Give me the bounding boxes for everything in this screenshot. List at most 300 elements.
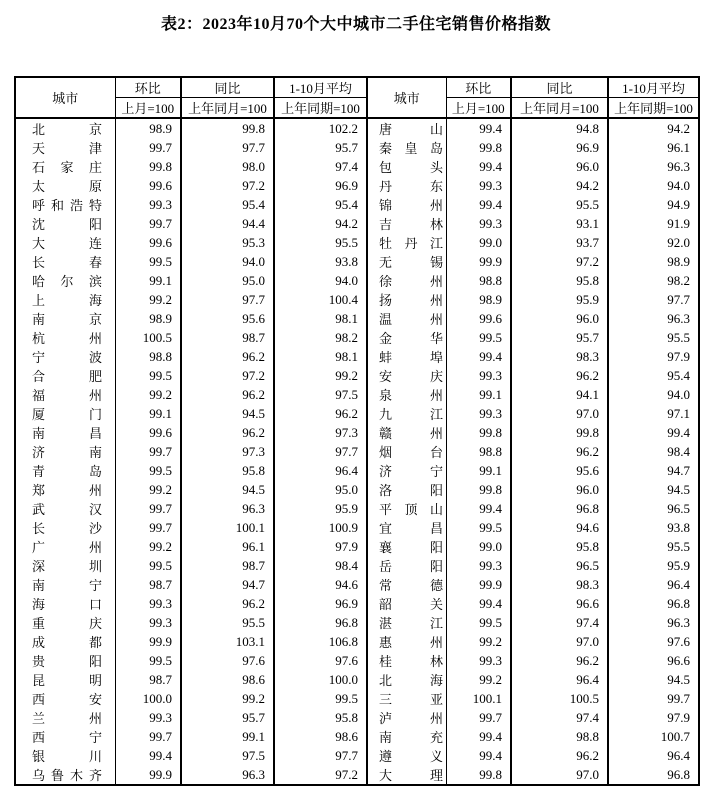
table-row: [15, 290, 699, 309]
city-cell: [367, 537, 446, 556]
avg-cell: 106.8: [274, 632, 367, 651]
yoy-cell: 95.6: [181, 309, 274, 328]
mom-cell: 99.3: [115, 195, 181, 214]
yoy-cell: 98.6: [181, 670, 274, 689]
yoy-cell: 97.5: [181, 746, 274, 765]
mom-cell: 98.8: [446, 442, 511, 461]
mom-cell: 99.4: [446, 746, 511, 765]
table-row: [15, 632, 699, 651]
avg-cell: 94.0: [608, 385, 699, 404]
city-name: 湛江: [379, 616, 443, 631]
city-cell: [15, 271, 115, 290]
avg-cell: 99.7: [608, 689, 699, 708]
city-name: 广州: [32, 540, 102, 555]
mom-cell: 99.5: [115, 556, 181, 575]
table-row: [15, 670, 699, 689]
city-cell: [367, 118, 446, 138]
city-cell: [15, 594, 115, 613]
yoy-cell: 97.2: [511, 252, 608, 271]
yoy-cell: 94.6: [511, 518, 608, 537]
city-name: 宁波: [32, 350, 102, 365]
header-city-left: 城市: [15, 77, 115, 118]
city-cell: [15, 556, 115, 575]
city-cell: [15, 708, 115, 727]
city-name: 杭州: [32, 331, 102, 346]
city-name: 大理: [379, 768, 443, 783]
yoy-cell: 96.0: [511, 157, 608, 176]
city-cell: [15, 461, 115, 480]
city-cell: [15, 309, 115, 328]
city-name: 银川: [32, 749, 102, 764]
city-cell: [15, 118, 115, 138]
city-name: 岳阳: [379, 559, 443, 574]
table-row: [15, 195, 699, 214]
avg-cell: 96.3: [608, 309, 699, 328]
city-cell: [367, 651, 446, 670]
city-name: 天津: [32, 141, 102, 156]
city-name: 南宁: [32, 578, 102, 593]
city-cell: [367, 157, 446, 176]
avg-cell: 99.5: [274, 689, 367, 708]
city-name: 太原: [32, 179, 102, 194]
yoy-cell: 96.4: [511, 670, 608, 689]
yoy-cell: 97.4: [511, 708, 608, 727]
yoy-cell: 95.4: [181, 195, 274, 214]
avg-cell: 97.9: [608, 347, 699, 366]
avg-cell: 95.9: [608, 556, 699, 575]
yoy-cell: 95.0: [181, 271, 274, 290]
table-row: [15, 252, 699, 271]
avg-cell: 96.8: [608, 594, 699, 613]
avg-cell: 96.6: [608, 651, 699, 670]
city-cell: [15, 252, 115, 271]
table-row: [15, 765, 699, 785]
city-name: 包头: [379, 160, 443, 175]
yoy-cell: 96.8: [511, 499, 608, 518]
city-name: 长沙: [32, 521, 102, 536]
table-row: [15, 442, 699, 461]
mom-cell: 99.4: [446, 727, 511, 746]
avg-cell: 95.4: [608, 366, 699, 385]
avg-cell: 100.4: [274, 290, 367, 309]
city-name: 蚌埠: [379, 350, 443, 365]
yoy-cell: 98.8: [511, 727, 608, 746]
city-name: 襄阳: [379, 540, 443, 555]
avg-cell: 94.0: [274, 271, 367, 290]
avg-cell: 97.6: [608, 632, 699, 651]
mom-cell: 99.4: [115, 746, 181, 765]
city-name: 温州: [379, 312, 443, 327]
city-name: 安庆: [379, 369, 443, 384]
yoy-cell: 96.2: [511, 442, 608, 461]
city-cell: [367, 347, 446, 366]
city-cell: [367, 670, 446, 689]
city-cell: [367, 727, 446, 746]
mom-cell: 99.7: [115, 727, 181, 746]
city-name: 宜昌: [379, 521, 443, 536]
avg-cell: 94.2: [274, 214, 367, 233]
avg-cell: 99.4: [608, 423, 699, 442]
city-cell: [15, 746, 115, 765]
mom-cell: 99.9: [115, 765, 181, 785]
avg-cell: 94.5: [608, 480, 699, 499]
table-row: [15, 271, 699, 290]
yoy-cell: 96.2: [181, 347, 274, 366]
city-name: 南充: [379, 730, 443, 745]
mom-cell: 99.2: [115, 480, 181, 499]
city-name: 重庆: [32, 616, 102, 631]
mom-cell: 99.3: [446, 556, 511, 575]
table-row: [15, 118, 699, 138]
city-cell: [15, 176, 115, 195]
header-avg-right: 1-10月平均: [608, 77, 699, 98]
table-row: [15, 366, 699, 385]
header-avg-left: 1-10月平均: [274, 77, 367, 98]
yoy-cell: 96.0: [511, 309, 608, 328]
avg-cell: 97.1: [608, 404, 699, 423]
city-name: 三亚: [379, 692, 443, 707]
city-cell: [367, 138, 446, 157]
table-row: [15, 689, 699, 708]
yoy-cell: 94.5: [181, 404, 274, 423]
mom-cell: 99.2: [446, 670, 511, 689]
city-cell: [15, 366, 115, 385]
mom-cell: 99.3: [115, 594, 181, 613]
mom-cell: 99.3: [115, 708, 181, 727]
mom-cell: 99.0: [446, 537, 511, 556]
city-name: 兰州: [32, 711, 102, 726]
yoy-cell: 95.8: [511, 537, 608, 556]
table-row: [15, 727, 699, 746]
mom-cell: 99.3: [446, 176, 511, 195]
yoy-cell: 94.2: [511, 176, 608, 195]
table-row: [15, 328, 699, 347]
avg-cell: 97.9: [608, 708, 699, 727]
city-cell: [367, 328, 446, 347]
table-row: [15, 309, 699, 328]
city-cell: [15, 537, 115, 556]
mom-cell: 99.1: [115, 404, 181, 423]
mom-cell: 99.5: [115, 252, 181, 271]
yoy-cell: 96.2: [181, 594, 274, 613]
avg-cell: 91.9: [608, 214, 699, 233]
mom-cell: 99.9: [446, 575, 511, 594]
city-name: 九江: [379, 407, 443, 422]
yoy-cell: 94.5: [181, 480, 274, 499]
mom-cell: 99.7: [446, 708, 511, 727]
yoy-cell: 103.1: [181, 632, 274, 651]
table-row: [15, 518, 699, 537]
yoy-cell: 97.7: [181, 138, 274, 157]
avg-cell: 96.3: [608, 613, 699, 632]
city-cell: [367, 252, 446, 271]
city-name: 平顶山: [379, 502, 443, 517]
avg-cell: 94.9: [608, 195, 699, 214]
yoy-cell: 97.7: [181, 290, 274, 309]
yoy-cell: 95.7: [511, 328, 608, 347]
city-name: 北京: [32, 122, 102, 137]
yoy-cell: 94.1: [511, 385, 608, 404]
yoy-cell: 93.1: [511, 214, 608, 233]
mom-cell: 99.8: [446, 480, 511, 499]
table-row: [15, 233, 699, 252]
mom-cell: 100.1: [446, 689, 511, 708]
header-mom-base-right: 上月=100: [446, 98, 511, 119]
city-name: 锦州: [379, 198, 443, 213]
city-cell: [15, 442, 115, 461]
avg-cell: 95.5: [274, 233, 367, 252]
avg-cell: 97.2: [274, 765, 367, 785]
mom-cell: 99.6: [115, 176, 181, 195]
avg-cell: 97.7: [608, 290, 699, 309]
yoy-cell: 97.0: [511, 632, 608, 651]
city-cell: [367, 176, 446, 195]
header-yoy-right: 同比: [511, 77, 608, 98]
table-row: [15, 613, 699, 632]
avg-cell: 98.9: [608, 252, 699, 271]
avg-cell: 95.5: [608, 328, 699, 347]
mom-cell: 99.8: [446, 138, 511, 157]
city-name: 牡丹江: [379, 236, 443, 251]
city-cell: [367, 195, 446, 214]
table-row: [15, 708, 699, 727]
city-name: 大连: [32, 236, 102, 251]
city-name: 吉林: [379, 217, 443, 232]
city-name: 济宁: [379, 464, 443, 479]
city-name: 昆明: [32, 673, 102, 688]
table-row: [15, 651, 699, 670]
city-name: 西安: [32, 692, 102, 707]
city-name: 丹东: [379, 179, 443, 194]
mom-cell: 98.7: [115, 670, 181, 689]
city-name: 厦门: [32, 407, 102, 422]
table-row: [15, 423, 699, 442]
avg-cell: 95.5: [608, 537, 699, 556]
yoy-cell: 99.8: [181, 118, 274, 138]
yoy-cell: 95.3: [181, 233, 274, 252]
city-cell: [15, 423, 115, 442]
mom-cell: 99.5: [115, 461, 181, 480]
city-name: 遵义: [379, 749, 443, 764]
city-name: 扬州: [379, 293, 443, 308]
city-cell: [367, 575, 446, 594]
yoy-cell: 98.7: [181, 556, 274, 575]
city-cell: [367, 404, 446, 423]
yoy-cell: 96.0: [511, 480, 608, 499]
avg-cell: 98.1: [274, 347, 367, 366]
city-name: 成都: [32, 635, 102, 650]
city-cell: [367, 613, 446, 632]
city-name: 南昌: [32, 426, 102, 441]
city-name: 徐州: [379, 274, 443, 289]
avg-cell: 97.5: [274, 385, 367, 404]
avg-cell: 96.5: [608, 499, 699, 518]
city-name: 韶关: [379, 597, 443, 612]
avg-cell: 96.8: [608, 765, 699, 785]
avg-cell: 96.4: [274, 461, 367, 480]
city-name: 福州: [32, 388, 102, 403]
table-header: [15, 77, 699, 118]
mom-cell: 99.1: [115, 271, 181, 290]
city-name: 深圳: [32, 559, 102, 574]
city-cell: [15, 233, 115, 252]
yoy-cell: 98.7: [181, 328, 274, 347]
mom-cell: 99.3: [446, 366, 511, 385]
city-name: 无锡: [379, 255, 443, 270]
mom-cell: 99.6: [115, 233, 181, 252]
yoy-cell: 93.7: [511, 233, 608, 252]
yoy-cell: 95.8: [181, 461, 274, 480]
yoy-cell: 98.3: [511, 575, 608, 594]
header-yoy-base-right: 上年同月=100: [511, 98, 608, 119]
avg-cell: 97.7: [274, 442, 367, 461]
mom-cell: 99.2: [115, 537, 181, 556]
mom-cell: 99.7: [115, 138, 181, 157]
city-name: 秦皇岛: [379, 141, 443, 156]
city-cell: [15, 480, 115, 499]
mom-cell: 99.2: [115, 290, 181, 309]
mom-cell: 98.7: [115, 575, 181, 594]
header-avg-base-left: 上年同期=100: [274, 98, 367, 119]
mom-cell: 99.9: [115, 632, 181, 651]
mom-cell: 99.1: [446, 461, 511, 480]
mom-cell: 99.5: [115, 366, 181, 385]
city-cell: [15, 613, 115, 632]
header-mom-right: 环比: [446, 77, 511, 98]
city-cell: [15, 651, 115, 670]
city-cell: [367, 689, 446, 708]
avg-cell: 96.3: [608, 157, 699, 176]
city-cell: [367, 499, 446, 518]
yoy-cell: 95.8: [511, 271, 608, 290]
mom-cell: 99.5: [446, 328, 511, 347]
yoy-cell: 94.8: [511, 118, 608, 138]
city-name: 海口: [32, 597, 102, 612]
mom-cell: 99.4: [446, 118, 511, 138]
city-name: 长春: [32, 255, 102, 270]
mom-cell: 99.0: [446, 233, 511, 252]
yoy-cell: 94.7: [181, 575, 274, 594]
yoy-cell: 96.1: [181, 537, 274, 556]
avg-cell: 93.8: [608, 518, 699, 537]
city-name: 济南: [32, 445, 102, 460]
yoy-cell: 97.2: [181, 366, 274, 385]
city-cell: [367, 518, 446, 537]
city-cell: [367, 442, 446, 461]
mom-cell: 99.1: [446, 385, 511, 404]
mom-cell: 99.5: [446, 518, 511, 537]
avg-cell: 94.0: [608, 176, 699, 195]
table-row: [15, 461, 699, 480]
mom-cell: 99.4: [446, 157, 511, 176]
table-title: 表2：2023年10月70个大中城市二手住宅销售价格指数: [160, 16, 551, 33]
mom-cell: 99.8: [446, 765, 511, 785]
city-cell: [15, 138, 115, 157]
mom-cell: 98.8: [446, 271, 511, 290]
yoy-cell: 100.1: [181, 518, 274, 537]
mom-cell: 99.3: [115, 613, 181, 632]
avg-cell: 98.4: [274, 556, 367, 575]
yoy-cell: 96.2: [181, 385, 274, 404]
avg-cell: 96.8: [274, 613, 367, 632]
city-name: 武汉: [32, 502, 102, 517]
city-cell: [15, 632, 115, 651]
city-name: 沈阳: [32, 217, 102, 232]
yoy-cell: 95.9: [511, 290, 608, 309]
city-cell: [367, 366, 446, 385]
avg-cell: 94.6: [274, 575, 367, 594]
yoy-cell: 94.4: [181, 214, 274, 233]
city-cell: [15, 689, 115, 708]
header-yoy-left: 同比: [181, 77, 274, 98]
mom-cell: 99.5: [446, 613, 511, 632]
yoy-cell: 96.6: [511, 594, 608, 613]
table-row: [15, 537, 699, 556]
city-name: 郑州: [32, 483, 102, 498]
table-row: [15, 404, 699, 423]
mom-cell: 99.2: [115, 385, 181, 404]
city-name: 乌鲁木齐: [32, 768, 102, 783]
city-cell: [367, 556, 446, 575]
city-cell: [15, 765, 115, 785]
mom-cell: 99.5: [115, 651, 181, 670]
yoy-cell: 96.2: [511, 366, 608, 385]
city-cell: [15, 727, 115, 746]
mom-cell: 99.8: [115, 157, 181, 176]
mom-cell: 99.6: [115, 423, 181, 442]
mom-cell: 99.9: [446, 252, 511, 271]
yoy-cell: 95.7: [181, 708, 274, 727]
yoy-cell: 96.3: [181, 499, 274, 518]
city-cell: [367, 385, 446, 404]
mom-cell: 98.9: [446, 290, 511, 309]
yoy-cell: 95.5: [181, 613, 274, 632]
avg-cell: 92.0: [608, 233, 699, 252]
avg-cell: 97.6: [274, 651, 367, 670]
city-name: 惠州: [379, 635, 443, 650]
city-cell: [367, 461, 446, 480]
city-cell: [367, 309, 446, 328]
yoy-cell: 96.2: [511, 651, 608, 670]
yoy-cell: 97.4: [511, 613, 608, 632]
avg-cell: 96.4: [608, 746, 699, 765]
yoy-cell: 96.9: [511, 138, 608, 157]
yoy-cell: 96.2: [181, 423, 274, 442]
city-name: 合肥: [32, 369, 102, 384]
mom-cell: 99.7: [115, 214, 181, 233]
city-cell: [367, 594, 446, 613]
city-name: 洛阳: [379, 483, 443, 498]
city-name: 南京: [32, 312, 102, 327]
mom-cell: 99.4: [446, 195, 511, 214]
avg-cell: 95.9: [274, 499, 367, 518]
yoy-cell: 96.5: [511, 556, 608, 575]
table-row: [15, 499, 699, 518]
mom-cell: 100.5: [115, 328, 181, 347]
avg-cell: 95.0: [274, 480, 367, 499]
yoy-cell: 99.1: [181, 727, 274, 746]
table-row: [15, 556, 699, 575]
city-cell: [15, 347, 115, 366]
yoy-cell: 99.8: [511, 423, 608, 442]
mom-cell: 99.3: [446, 214, 511, 233]
city-cell: [15, 404, 115, 423]
yoy-cell: 100.5: [511, 689, 608, 708]
city-cell: [15, 157, 115, 176]
city-cell: [367, 632, 446, 651]
avg-cell: 96.1: [608, 138, 699, 157]
mom-cell: 99.8: [446, 423, 511, 442]
